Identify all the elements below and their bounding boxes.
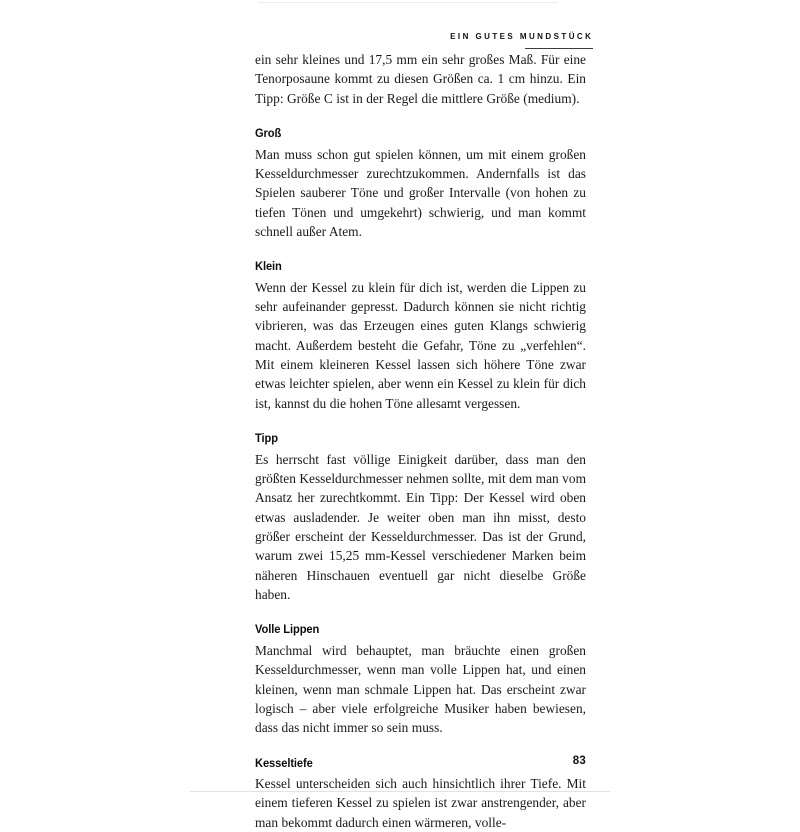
section-intro — [255, 50, 586, 108]
section-klein — [255, 260, 586, 413]
section-heading: Volle Lippen — [255, 623, 320, 637]
page-number: 83 — [572, 755, 586, 767]
section-volle-lippen — [255, 623, 586, 737]
section-paragraph: Kessel unterscheiden sich auch hinsichtlich ihrer Tiefe. Mit einem tieferen Kessel zu spielen ist zwar anstrengender, aber man bekommt dadurch einen wärmeren, volle- — [255, 776, 586, 830]
section-tipp — [255, 432, 586, 604]
text-column — [255, 50, 586, 832]
section-paragraph: Man muss schon gut spielen können, um mit einem großen Kesseldurchmesser zurechtzukommen. Andernfalls ist das Spielen sauberer Töne und großer Intervalle (von hohen zu tiefen Tönen und umgekehrt) schwierig, und man kommt schnell außer Atem. — [255, 146, 586, 239]
section-gross — [255, 127, 586, 241]
section-heading: Groß — [255, 127, 282, 141]
running-head-title: EIN GUTES MUNDSTÜCK — [449, 31, 593, 41]
page-edge-top — [258, 2, 558, 3]
intro-paragraph: ein sehr kleines und 17,5 mm ein sehr großes Maß. Für eine Tenorposaune kommt zu diesen Größen ca. 1 cm hinzu. Ein Tipp: Größe C ist in der Regel die mittlere Größe (medium). — [255, 52, 586, 106]
section-paragraph: Wenn der Kessel zu klein für dich ist, werden die Lippen zu sehr aufeinander gepresst. Dadurch können sie nicht richtig vibrieren, was das Erzeugen eines guten Klangs schwierig macht. Außerdem besteht die Gefahr, Töne zu „verfehlen“. Mit einem kleineren Kessel lassen sich höhere Töne zwar etwas leichter spielen, aber wenn ein Kessel zu klein für dich ist, kannst du die hohen Töne allesamt vergessen. — [255, 279, 586, 411]
running-head — [255, 26, 593, 49]
section-paragraph: Manchmal wird behauptet, man bräuchte einen großen Kesseldurchmesser, wenn man volle Lippen hat, und einen kleinen, wenn man schmale Lippen hat. Das erscheint zwar logisch – aber viele erfolgreiche Musiker haben bewiesen, dass das nicht immer so sein muss. — [255, 642, 586, 736]
section-heading: Kesseltiefe — [255, 756, 313, 770]
section-heading: Tipp — [255, 432, 278, 446]
section-paragraph: Es herrscht fast völlige Einigkeit darüber, dass man den größten Kesseldurchmesser nehmen sollte, mit dem man vom Ansatz her zurechtkommt. Ein Tipp: Der Kessel wird oben etwas ausladender. Je weiter oben man ihn misst, desto größer erscheint der Kesseldurchmesser. Das ist der Grund, warum zwei 15,25 mm-Kessel verschiedener Marken beim näheren Hinschauen eventuell gar nicht dieselbe Größe haben. — [255, 451, 586, 603]
section-kesseltiefe — [255, 757, 586, 832]
section-heading: Klein — [255, 260, 282, 274]
